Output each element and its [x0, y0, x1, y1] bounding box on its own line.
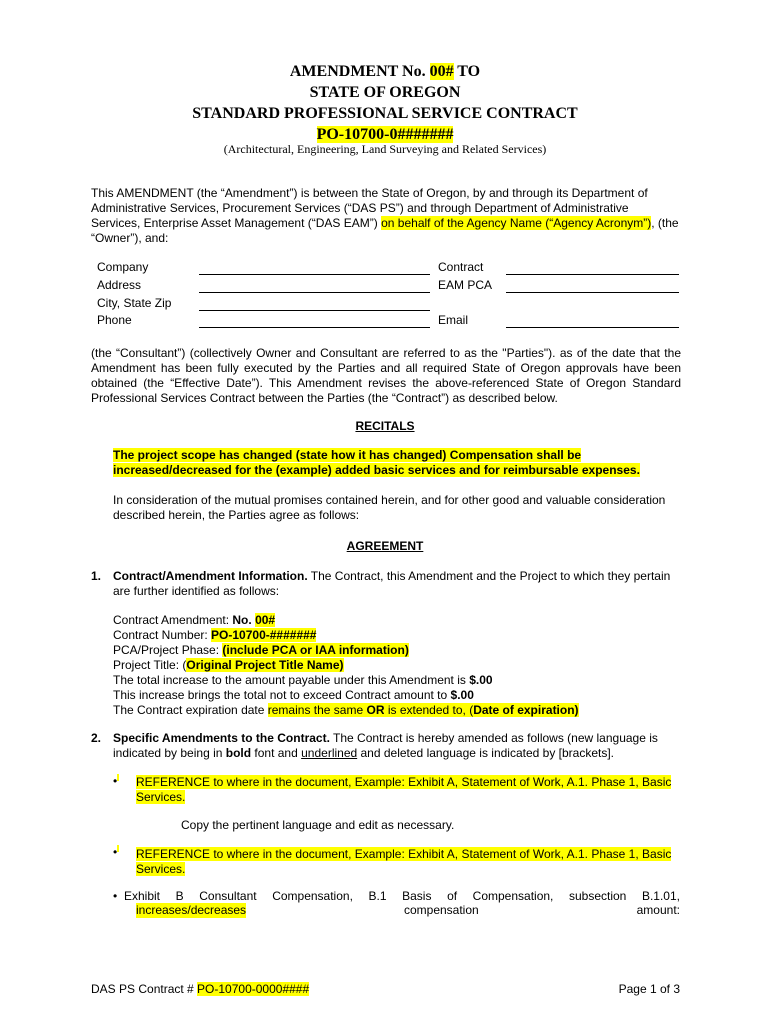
intro-paragraph [91, 186, 681, 246]
bullet-3-compensation: compensation [403, 903, 479, 917]
info-increase-value: $.00 [469, 673, 493, 687]
item-1-title: Contract/Amendment Information. [113, 569, 308, 583]
bullet-3-amount: amount: [636, 903, 680, 917]
bullet-2-text [136, 847, 676, 877]
phone-label: Phone [97, 313, 132, 327]
info-title-value: Original Project Title Name) [186, 658, 344, 672]
company-line [199, 274, 430, 275]
document-title [0, 61, 770, 145]
bullet-1-text [136, 775, 676, 805]
item-2-number: 2. [91, 731, 102, 745]
item-1-text: The Contract, this Amendment and the Project to which they pertain are further identified as follows: [113, 569, 671, 598]
bullet-3-line-1: Exhibit B Consultant Compensation, B.1 Basis of Compensation, subsection B.1.01, [124, 889, 680, 903]
info-contract-number-row [113, 628, 683, 643]
footer-page-number: Page 1 of 3 [618, 982, 680, 996]
info-amendment-number: 00# [255, 613, 276, 627]
info-amendment-row [113, 613, 683, 628]
bullet-3-icon: • [113, 889, 118, 903]
amendment-number: 00# [429, 63, 454, 80]
item-2-text-c: and deleted language is indicated by [brackets]. [357, 746, 615, 760]
intro-agency-highlight: on behalf of the Agency Name (“Agency Acronym”) [381, 216, 652, 230]
email-line [506, 327, 679, 328]
bullet-3-increases-decreases: increases/decreases [136, 903, 247, 917]
document-subtitle: (Architectural, Engineering, Land Surveying and Related Services) [223, 142, 547, 156]
amendment-suffix: TO [453, 63, 481, 80]
item-2-bold-word: bold [225, 746, 252, 760]
info-expiration-row [113, 703, 683, 718]
item-2-underlined-word: underlined [301, 746, 358, 760]
eam-pca-line [506, 292, 679, 293]
info-expiration-extended: is extended to, ( [384, 703, 474, 717]
info-nte-label: This increase brings the total not to exceed Contract amount to [113, 688, 451, 702]
address-line [199, 292, 430, 293]
intro-text: This AMENDMENT (the “Amendment”) is between the State of Oregon, by and through its Department of Administrative Services, Procurement Services (“DAS PS”) and through Department of Administrative Services, Enterprise Asset Management (“DAS EAM”) [91, 186, 648, 230]
item-1-number: 1. [91, 569, 102, 583]
info-phase-label: PCA/Project Phase: [113, 643, 223, 657]
info-nte-row [113, 688, 683, 703]
eam-pca-label: EAM PCA [438, 278, 493, 292]
city-state-zip-line [199, 310, 430, 311]
item-1-paragraph [113, 569, 673, 599]
consultant-paragraph: (the “Consultant”) (collectively Owner and Consultant are referred to as the "Parties"). as of the date that the Amendment has been fully executed by the Parties and all required State of Oregon approvals have been obtained (the “Effective Date”). This Amendment revises the above-referenced State of Oregon Standard Professional Services Contract between the Parties (the “Contract”) as described below. [91, 346, 681, 405]
contract-line [506, 274, 679, 275]
bullet-1-highlight: REFERENCE to where in the document, Example: Exhibit A, Statement of Work, A.1. Phase 1, Basic Services. [136, 775, 672, 804]
intro-tail: , (the “Owner”), and: [91, 216, 679, 245]
info-title-row [113, 658, 683, 673]
info-increase-row [113, 673, 683, 688]
item-2-text-a: The Contract is hereby amended as follows (new language is indicated by being in [113, 731, 658, 760]
info-phase-value: (include PCA or IAA information) [222, 643, 409, 657]
info-expiration-label: The Contract expiration date [113, 703, 268, 717]
bullet-1-icon: •​ [113, 774, 120, 788]
bullet-3-line-2 [136, 903, 680, 918]
copy-instruction: Copy the pertinent language and edit as necessary. [181, 818, 455, 832]
info-phase-row [113, 643, 683, 658]
title-state: STATE OF OREGON [309, 84, 461, 101]
company-label: Company [97, 260, 149, 274]
email-label: Email [438, 313, 469, 327]
contract-info-block [113, 613, 683, 718]
recitals-scope-text [113, 448, 673, 478]
info-contract-number-value: PO-10700-####### [211, 628, 317, 642]
info-expiration-or: OR [366, 703, 385, 717]
footer-contract-number: PO-10700-0000#### [197, 982, 310, 996]
info-title-label: Project Title: ( [113, 658, 187, 672]
info-expiration-date: Date of expiration) [473, 703, 579, 717]
item-2-title: Specific Amendments to the Contract. [113, 731, 330, 745]
item-2-text-b: font and [251, 746, 302, 760]
title-contract-type: STANDARD PROFESSIONAL SERVICE CONTRACT [192, 105, 578, 122]
info-contract-number-label: Contract Number: [113, 628, 212, 642]
info-amendment-label: Contract Amendment: [113, 613, 233, 627]
contract-label: Contract [438, 260, 484, 274]
footer-contract-label: DAS PS Contract # [91, 982, 198, 996]
recitals-scope-highlight: The project scope has changed (state how it has changed) Compensation shall be increased/decreased for the (example) added basic services and for reimbursable expenses. [113, 448, 640, 477]
info-nte-value: $.00 [450, 688, 474, 702]
info-amendment-prefix: No. [232, 613, 256, 627]
title-po-number: PO-10700-0####### [316, 126, 454, 143]
bullet-2-highlight: REFERENCE to where in the document, Example: Exhibit A, Statement of Work, A.1. Phase 1, Basic Services. [136, 847, 672, 876]
consideration-paragraph: In consideration of the mutual promises contained herein, and for other good and valuable consideration described herein, the Parties agree as follows: [113, 493, 666, 522]
agreement-heading: AGREEMENT [346, 539, 424, 553]
phone-line [199, 327, 430, 328]
bullet-2-icon: •​ [113, 845, 120, 859]
info-expiration-same: remains the same [267, 703, 367, 717]
footer-contract [91, 982, 309, 996]
address-label: Address [97, 278, 142, 292]
city-state-zip-label: City, State Zip [97, 296, 172, 310]
info-increase-label: The total increase to the amount payable under this Amendment is [113, 673, 470, 687]
item-2-paragraph [113, 731, 683, 761]
recitals-heading: RECITALS [355, 419, 415, 433]
amendment-prefix: AMENDMENT No. [289, 63, 430, 80]
